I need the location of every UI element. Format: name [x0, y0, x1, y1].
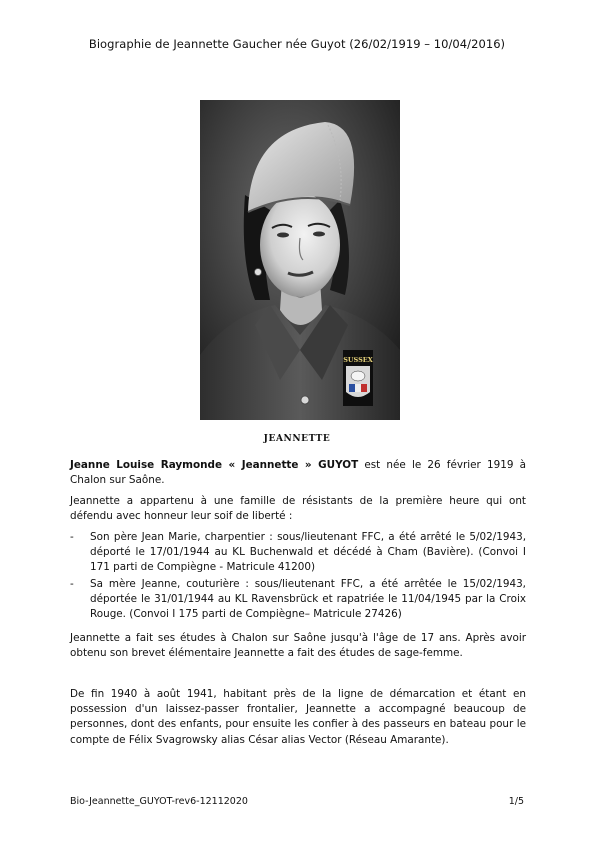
badge-label: SUSSEX [343, 356, 373, 364]
list-item-mother [70, 577, 526, 623]
family-list [70, 530, 526, 623]
footer-document-id: Bio-Jeannette_GUYOT-rev6-12112020 [70, 796, 248, 807]
list-dash: - [70, 577, 74, 590]
studies-paragraph: Jeannette a fait ses études à Chalon sur Saône jusqu'à l'âge de 17 ans. Après avoir obtenu son brevet élémentaire Jeannette a fait des études de sage-femme. [70, 632, 526, 660]
intro-rest: est née le 26 février 1919 à Chalon sur Saône. [70, 459, 526, 487]
photo-caption: JEANNETTE [263, 434, 331, 444]
wartime-paragraph: De fin 1940 à août 1941, habitant près de la ligne de démarcation et étant en possession d'un laissez-passer frontalier, Jeannette a accompagné beaucoup de personnes, dont des enfants, pour ensuite les confier à des passeurs en bateau pour le compte de Félix Svagrowsky alias César alias Vector (Réseau Amarante). [70, 688, 526, 746]
footer-page-number: 1/5 [508, 796, 524, 807]
page-title: Biographie de Jeannette Gaucher née Guyot (26/02/1919 – 10/04/2016) [88, 37, 506, 51]
portrait-photo [200, 100, 400, 420]
sussex-badge [343, 350, 374, 406]
list-item-text: Son père Jean Marie, charpentier : sous/lieutenant FFC, a été arrêté le 5/02/1943, déporté le 17/01/1944 au KL Buchenwald et décédé à Cham (Bavière). (Convoi I 171 parti de Compiègne - Matricule 41200) [90, 531, 526, 574]
subject-full-name: Jeanne Louise Raymonde « Jeannette » GUYOT [70, 459, 359, 471]
family-intro-paragraph: Jeannette a appartenu à une famille de résistants de la première heure qui ont défendu avec honneur leur soif de liberté : [70, 495, 526, 523]
intro-paragraph [70, 458, 526, 488]
list-dash: - [70, 531, 74, 543]
list-item-text: Sa mère Jeanne, couturière : sous/lieutenant FFC, a été arrêtée le 15/02/1943, déportée le 31/01/1944 au KL Ravensbrück et rapatriée le 11/04/1945 par la Croix Rouge. (Convoi I 175 parti de Compiègne– Matricule 27426) [90, 577, 526, 621]
list-item-father [70, 530, 526, 576]
